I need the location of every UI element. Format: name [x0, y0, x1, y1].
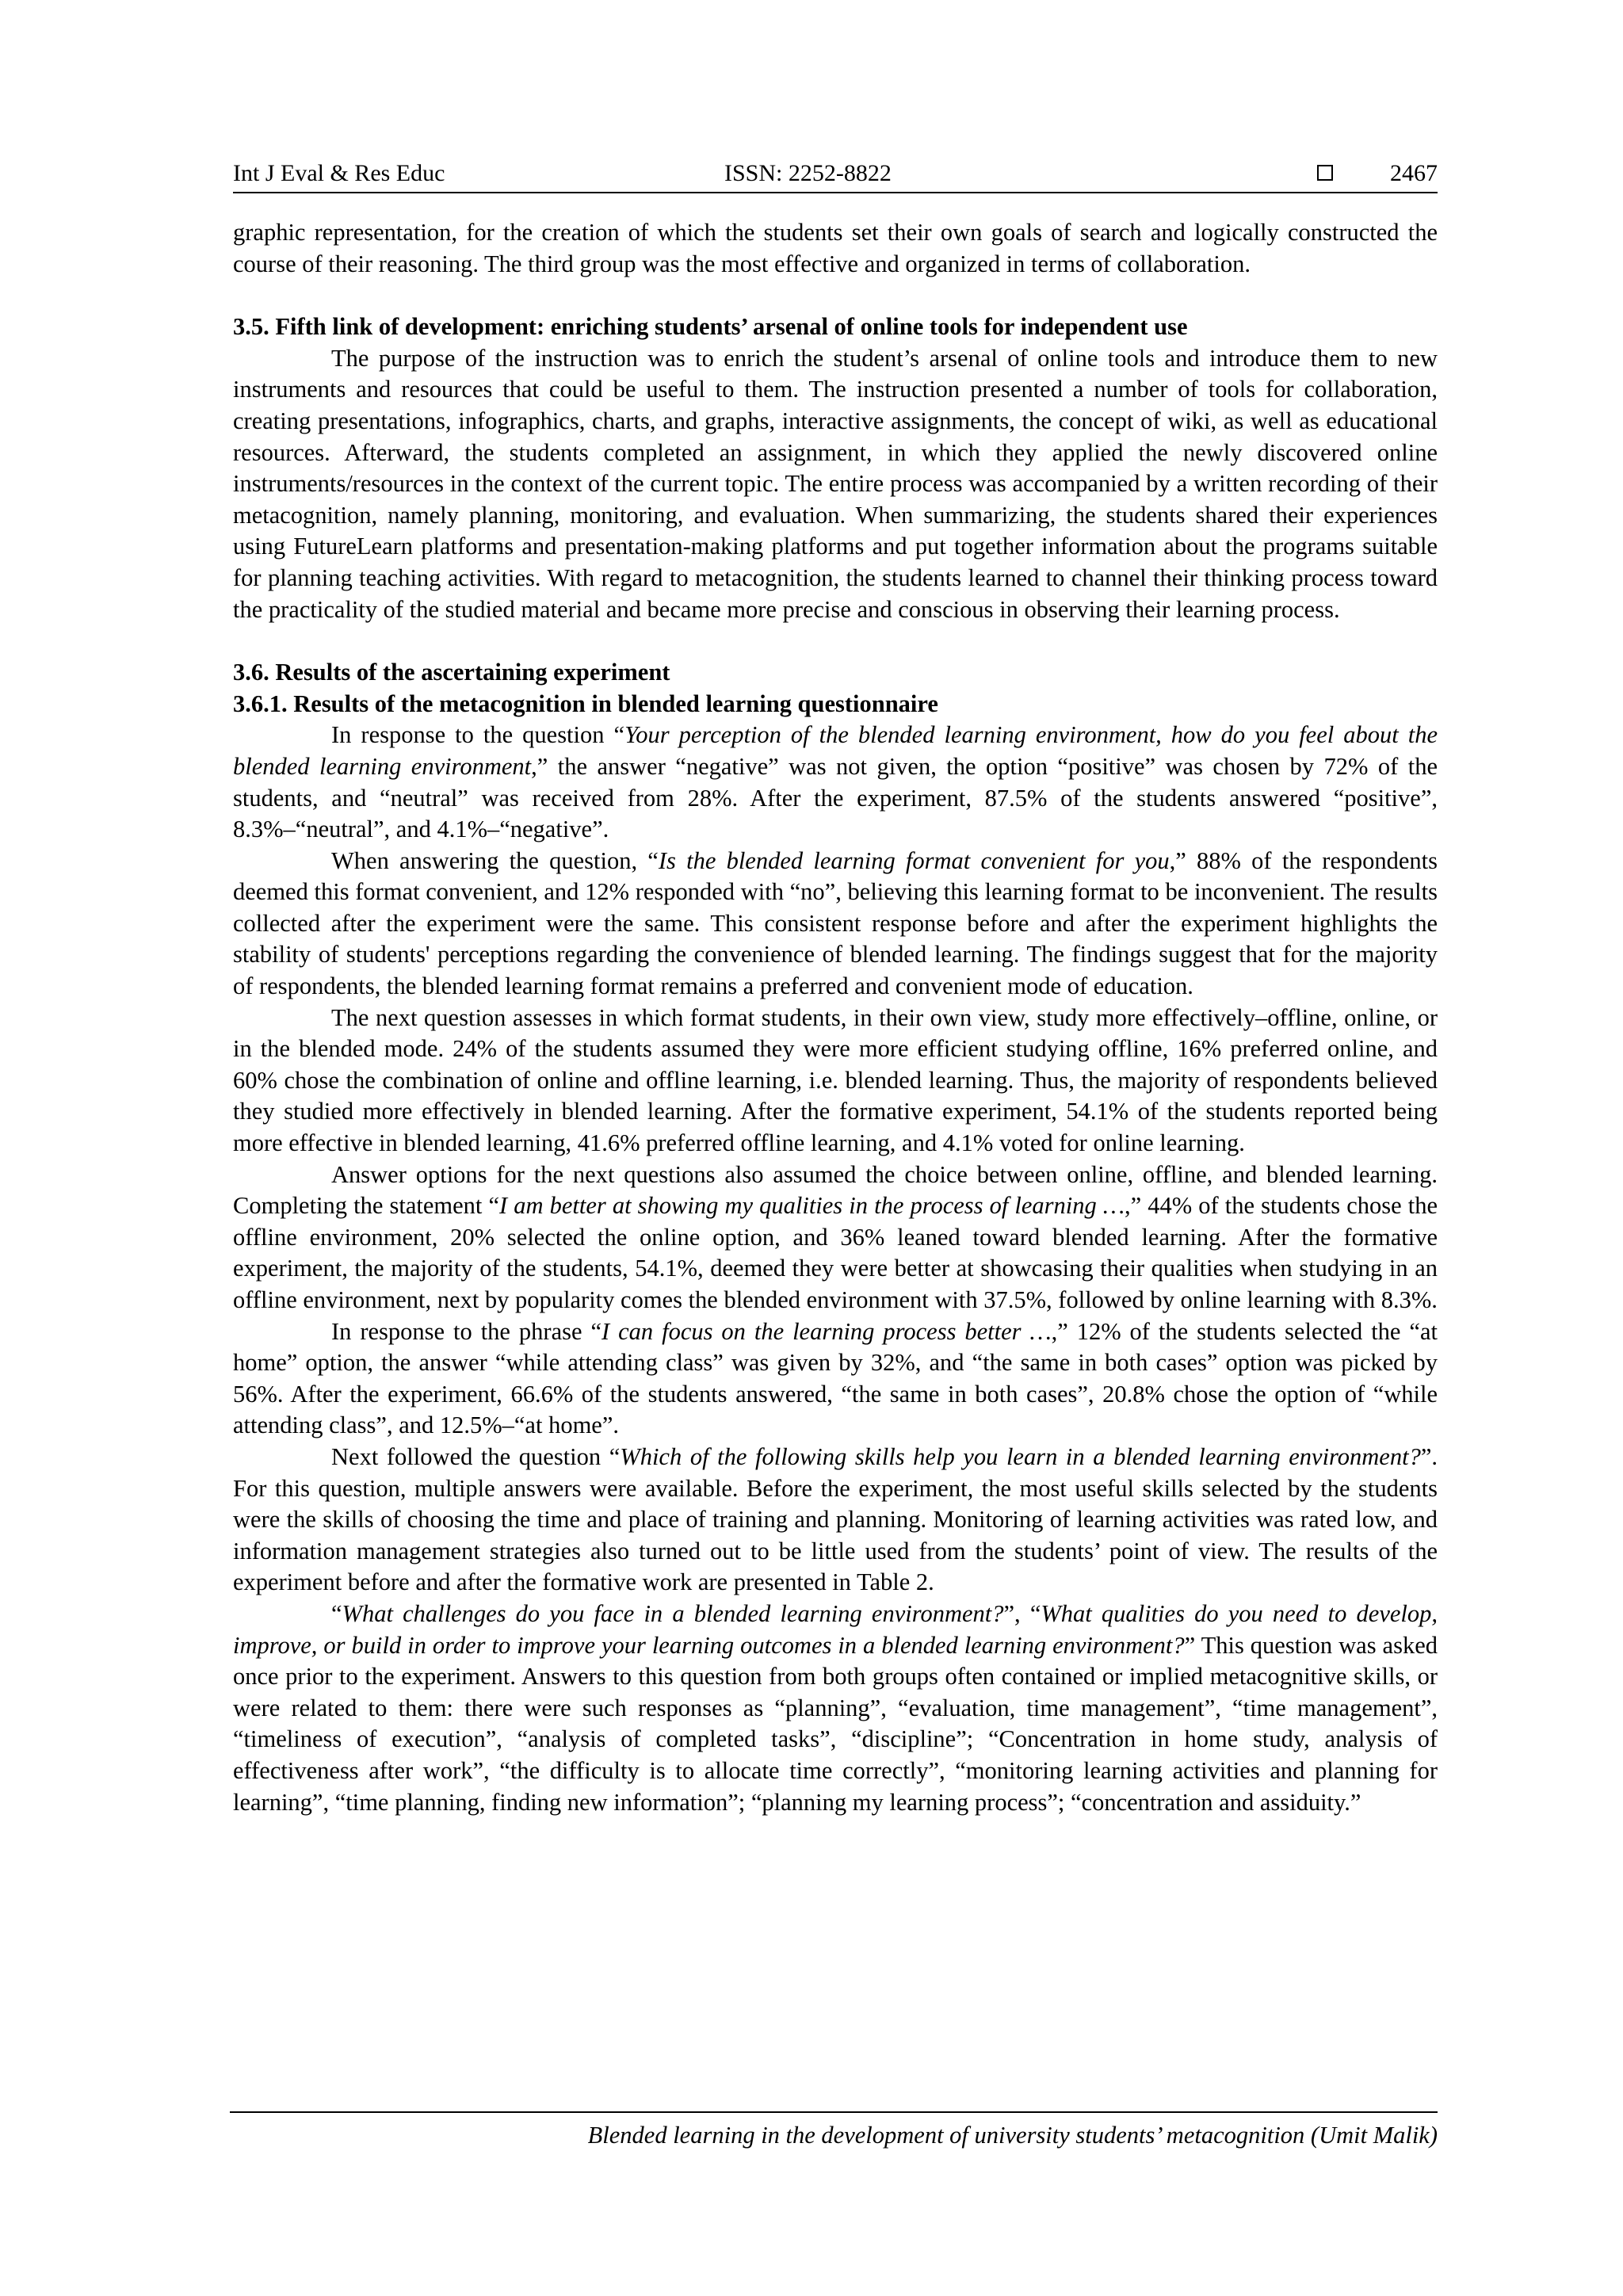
question-quote: Is the blended learning format convenient for you	[658, 846, 1170, 874]
paragraph-convenience: When answering the question, “Is the blended learning format convenient for you,” 88% of the respondents deemed this format convenient, and 12% responded with “no”, believing this learning format to be inconvenient. The results collected after the experiment were the same. This consistent response before and after the experiment highlights the stability of students' perceptions regarding the convenience of blended learning. The findings suggest that for the majority of respondents, the blended learning format remains a preferred and convenient mode of education.	[233, 846, 1438, 1000]
section-heading-3-5: 3.5. Fifth link of development: enriching students’ arsenal of online tools for independent use	[233, 313, 1188, 341]
question-quote: What challenges do you face in a blended learning environment?	[342, 1599, 1004, 1627]
question-quote: What qualities do you need to develop, improve, or build in order to improve your learning outcomes in a blended learning environment?	[233, 1599, 1438, 1659]
page-header	[233, 155, 1438, 193]
section-3-5-paragraph: The purpose of the instruction was to enrich the student’s arsenal of online tools and introduce them to new instruments and resources that could be useful to them. The instruction presented a number of tools for collaboration, creating presentations, infographics, charts, and graphs, interactive assignments, the concept of wiki, as well as educational resources. Afterward, the students completed an assignment, in which they applied the newly discovered online instruments/resources in the context of the current topic. The entire process was accompanied by a written recording of their metacognition, namely planning, monitoring, and evaluation. When summarizing, the students shared their experiences using FutureLearn platforms and presentation-making platforms and put together information about the programs suitable for planning teaching activities. With regard to metacognition, the students learned to channel their thinking process toward the practicality of the studied material and became more precise and conscious in observing their learning process.	[233, 344, 1438, 623]
footer-rule	[230, 2111, 1438, 2113]
intro-paragraph: graphic representation, for the creation of which the students set their own goals of search and logically constructed the course of their reasoning. The third group was the most effective and organized in terms of collaboration.	[233, 219, 1438, 277]
question-quote: Your perception of the blended learning environment, how do you feel about the blended learning environment	[233, 721, 1438, 780]
section-heading-3-6: 3.6. Results of the ascertaining experiment	[233, 659, 670, 686]
running-footer: Blended learning in the development of university students’ metacognition (Umit Malik)	[587, 2122, 1438, 2149]
statement-quote: I am better at showing my qualities in the process of learning …	[499, 1192, 1125, 1220]
issn: ISSN: 2252-8822	[724, 160, 892, 186]
paragraph-challenges: “What challenges do you face in a blended learning environment?”, “What qualities do you need to develop, improve, or build in order to improve your learning outcomes in a blended learning environment?” This question was asked once prior to the experiment. Answers to this question from both groups often contained or implied metacognitive skills, or were related to them: there were such responses as “planning”, “evaluation, time management”, “time management”, “timeliness of execution”, “analysis of completed tasks”, “discipline”; “Concentration in home study, analysis of effectiveness after work”, “the difficulty is to allocate time correctly”, “monitoring learning activities and planning for learning”, “time planning, finding new information”; “planning my learning process”; “concentration and assiduity.”	[233, 1599, 1438, 1816]
journal-name: Int J Eval & Res Educ	[233, 160, 445, 186]
paragraph-qualities: Answer options for the next questions also assumed the choice between online, offline, and blended learning. Completing the statement “I am better at showing my qualities in the process of learning …,” 44% of the students chose the offline environment, 20% selected the online option, and 36% leaned toward blended learning. After the formative experiment, the majority of the students, 54.1%, deemed they were better at showcasing their qualities when studying in an offline environment, next by popularity comes the blended environment with 37.5%, followed by online learning with 8.3%.	[233, 1160, 1438, 1313]
phrase-quote: I can focus on the learning process better …	[601, 1317, 1052, 1345]
square-bullet-icon	[1317, 165, 1333, 181]
paragraph-perception: In response to the question “Your perception of the blended learning environment, how do you feel about the blended learning environment,” the answer “negative” was not given, the option “positive” was chosen by 72% of the students, and “neutral” was received from 28%. After the experiment, 87.5% of the students answered “positive”, 8.3%–“neutral”, and 4.1%–“negative”.	[233, 721, 1438, 843]
article-body	[233, 217, 1438, 1818]
paragraph-skills: Next followed the question “Which of the following skills help you learn in a blended learning environment?”. For this question, multiple answers were available. Before the experiment, the most useful skills selected by the students were the skills of choosing the time and place of training and planning. Monitoring of learning activities was rated low, and information management strategies also turned out to be little used from the students’ point of view. The results of the experiment before and after the formative work are presented in Table 2.	[233, 1442, 1438, 1596]
subsection-heading-3-6-1: 3.6.1. Results of the metacognition in blended learning questionnaire	[233, 690, 938, 717]
paragraph-focus: In response to the phrase “I can focus on the learning process better …,” 12% of the students selected the “at home” option, the answer “while attending class” was given by 32%, and “the same in both cases” option was picked by 56%. After the experiment, 66.6% of the students answered, “the same in both cases”, 20.8% chose the option of “while attending class”, and 12.5%–“at home”.	[233, 1317, 1438, 1439]
question-quote: Which of the following skills help you learn in a blended learning environment?	[620, 1442, 1421, 1470]
page-number: 2467	[1390, 160, 1438, 186]
paragraph-format: The next question assesses in which format students, in their own view, study more effectively–offline, online, or in the blended mode. 24% of the students assumed they were more efficient studying offline, 16% preferred online, and 60% chose the combination of online and offline learning, i.e. blended learning. Thus, the majority of respondents believed they studied more effectively in blended learning. After the formative experiment, 54.1% of the students reported being more effective in blended learning, 41.6% preferred offline learning, and 4.1% voted for online learning.	[233, 1003, 1438, 1157]
